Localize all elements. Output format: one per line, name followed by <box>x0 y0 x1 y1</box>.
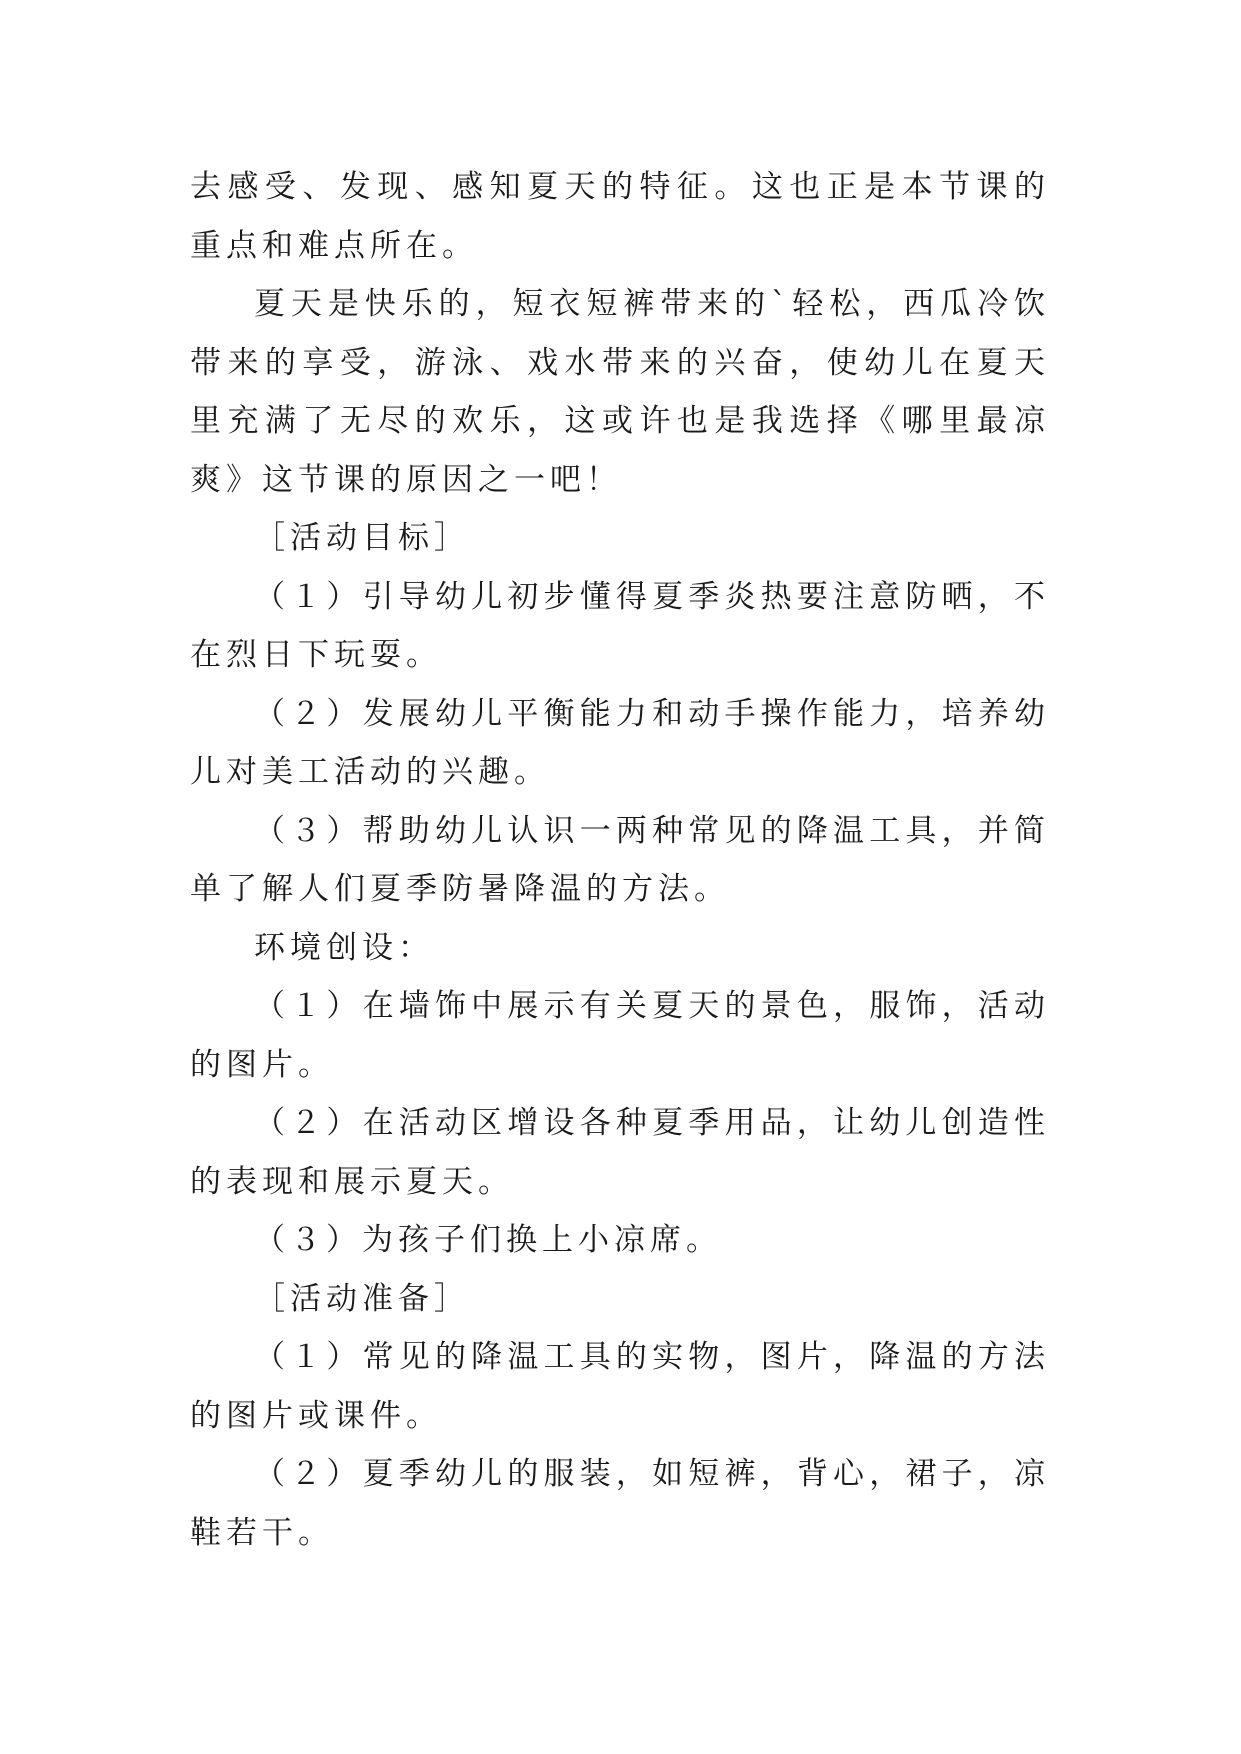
environment-item-2: （２）在活动区增设各种夏季用品，让幼儿创造性的表现和展示夏天。 <box>190 1105 1050 1200</box>
preparation-item-1: （１）常见的降温工具的实物，图片，降温的方法的图片或课件。 <box>190 1339 1050 1434</box>
section-heading-environment: 环境创设： <box>254 929 434 966</box>
environment-item-1: （１）在墙饰中展示有关夏天的景色，服饰，活动的图片。 <box>190 988 1050 1083</box>
paragraph-summer-joy: 夏天是快乐的，短衣短裤带来的`轻松，西瓜冷饮带来的享受，游泳、戏水带来的兴奋，使幼儿在夏天里充满了无尽的欢乐，这或许也是我选择《哪里最凉爽》这节课的原因之一吧！ <box>190 286 1050 498</box>
paragraph-intro-continuation: 去感受、发现、感知夏天的特征。这也正是本节课的重点和难点所在。 <box>190 169 1050 264</box>
environment-item-3: （３）为孩子们换上小凉席。 <box>254 1222 722 1258</box>
document-body <box>190 158 1050 1562</box>
goal-item-2: （２）发展幼儿平衡能力和动手操作能力，培养幼儿对美工活动的兴趣。 <box>190 695 1050 790</box>
goal-item-1: （１）引导幼儿初步懂得夏季炎热要注意防晒，不在烈日下玩耍。 <box>190 578 1050 673</box>
goal-item-3: （３）帮助幼儿认识一两种常见的降温工具，并简单了解人们夏季防暑降温的方法。 <box>190 812 1050 907</box>
preparation-item-2: （２）夏季幼儿的服装，如短裤，背心，裙子，凉鞋若干。 <box>190 1456 1050 1551</box>
section-heading-activity-goals: ［活动目标］ <box>254 520 470 556</box>
section-heading-preparation: ［活动准备］ <box>254 1280 470 1317</box>
